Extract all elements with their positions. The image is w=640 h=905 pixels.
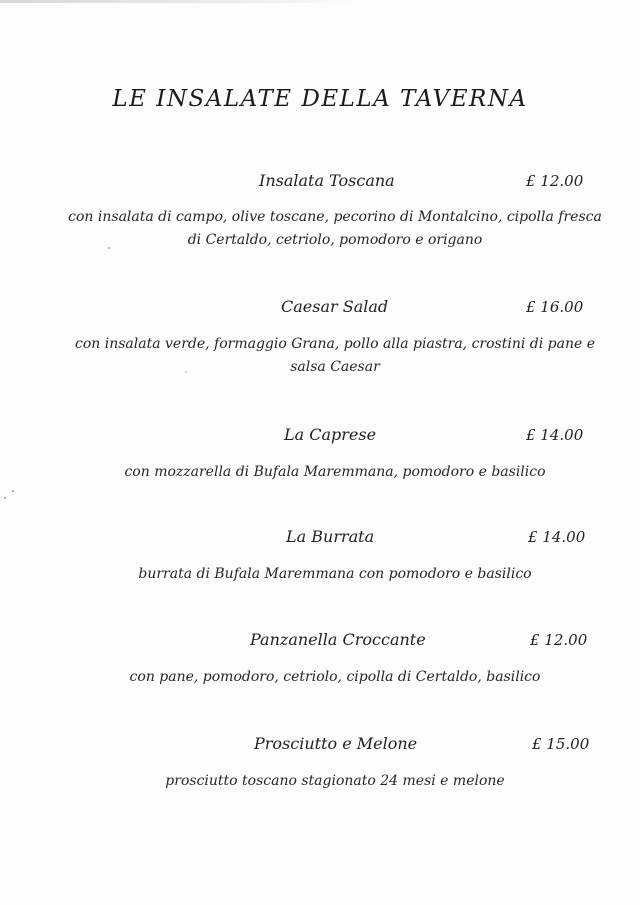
item-name: Insalata Toscana (259, 171, 395, 190)
item-name: Caesar Salad (281, 297, 389, 316)
item-description: con insalata di campo, olive toscane, pecorino di Montalcino, cipolla fresca di Certaldo, cetriolo, pomodoro e origano (68, 209, 602, 248)
item-price: £ 12.00 (526, 172, 584, 190)
item-description: con insalata verde, formaggio Grana, pollo alla piastra, crostini di pane e salsa Caesar (74, 336, 596, 375)
item-price: £ 14.00 (528, 528, 586, 546)
item-name: La Burrata (286, 527, 375, 546)
item-description: con mozzarella di Bufala Maremmana, pomodoro e basilico (124, 464, 546, 480)
item-price: £ 15.00 (532, 735, 590, 753)
menu-title: LE INSALATE DELLA TAVERNA (112, 86, 528, 112)
item-price: £ 14.00 (526, 426, 584, 444)
scan-speck (12, 490, 14, 492)
scan-edge-line (0, 0, 360, 3)
item-description: prosciutto toscano stagionato 24 mesi e melone (165, 773, 505, 789)
item-name: Prosciutto e Melone (254, 734, 418, 753)
item-price: £ 16.00 (526, 298, 584, 316)
item-description: con pane, pomodoro, cetriolo, cipolla di Certaldo, basilico (129, 669, 541, 685)
item-price: £ 12.00 (530, 631, 588, 649)
item-description: burrata di Bufala Maremmana con pomodoro e basilico (138, 566, 532, 582)
item-name: Panzanella Croccante (250, 630, 426, 649)
scan-speck (4, 497, 6, 499)
item-name: La Caprese (284, 425, 377, 444)
